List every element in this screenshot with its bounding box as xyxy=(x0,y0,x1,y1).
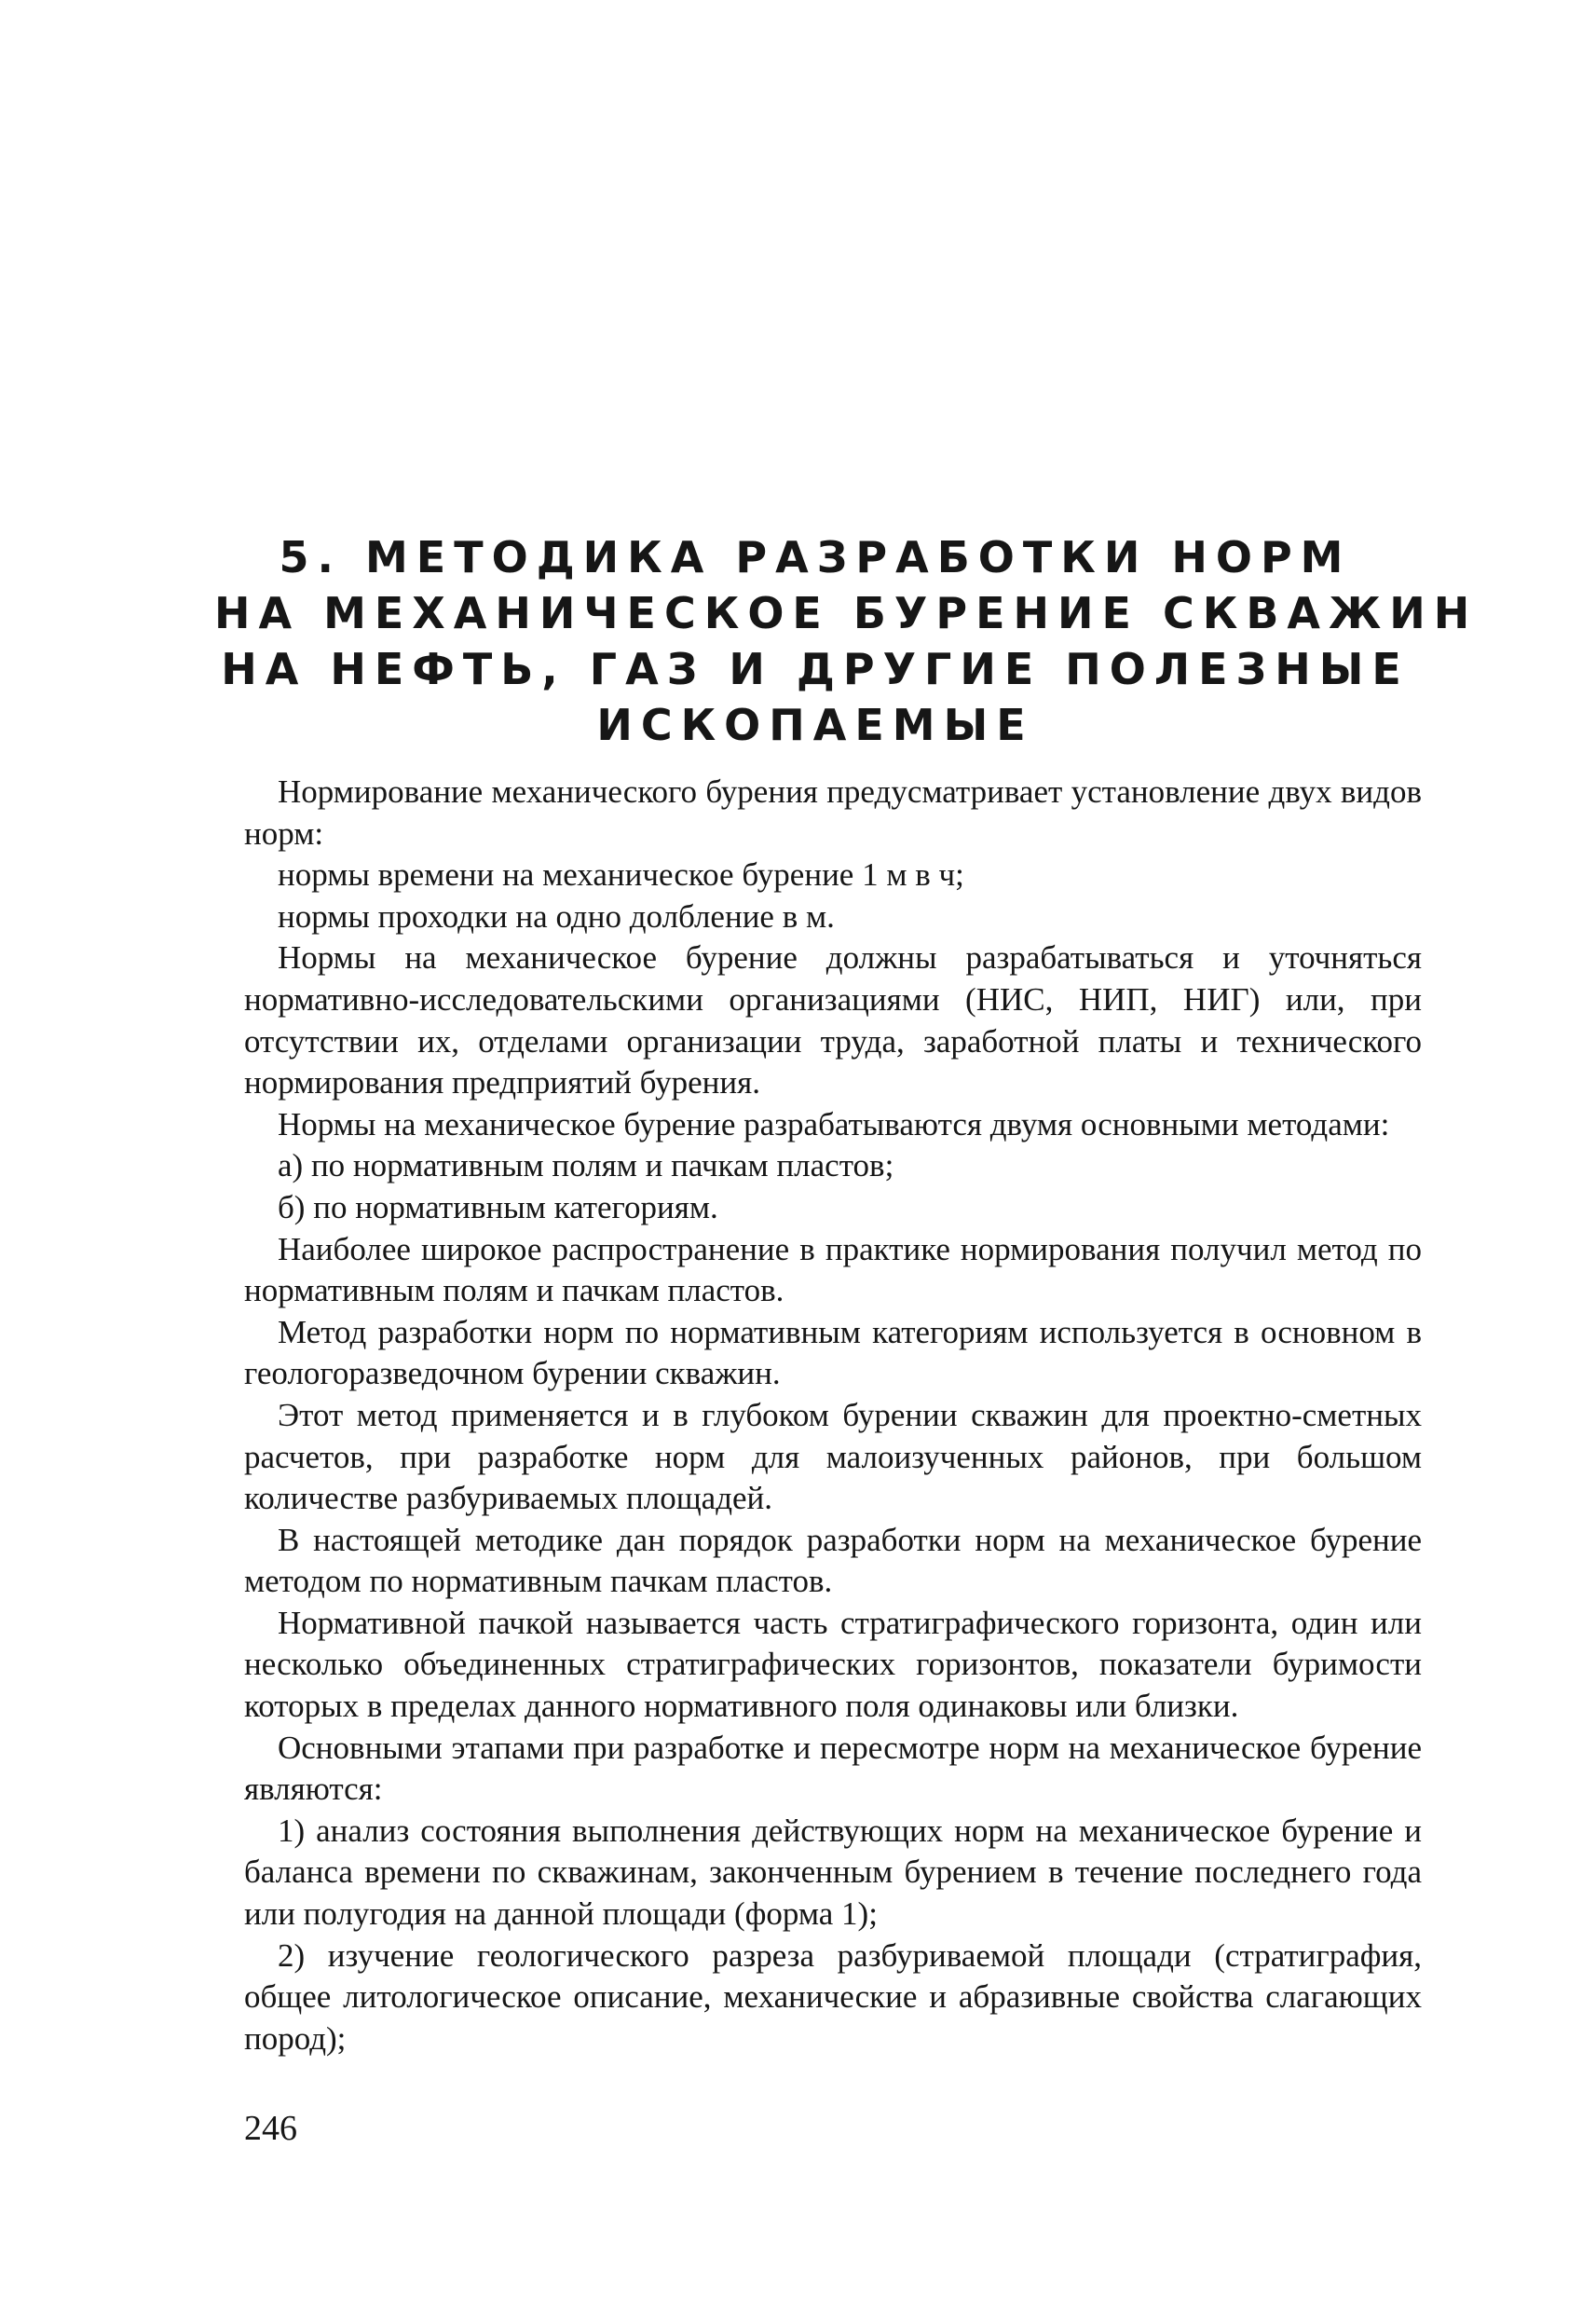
paragraph: Метод разработки норм по нормативным категориям используется в основном в геологоразведочном бурении скважин. xyxy=(244,1313,1422,1392)
paragraph: В настоящей методике дан порядок разработки норм на механическое бурение методом по нормативным пачкам пластов. xyxy=(244,1521,1422,1600)
list-item: а) по нормативным полям и пачкам пластов; xyxy=(278,1147,894,1184)
paragraph: 1) анализ состояния выполнения действующих норм на механическое бурение и баланса времени по скважинам, законченным бурением в течение последнего года или полугодия на данной площади (форма 1); xyxy=(244,1812,1422,1933)
page-number: 246 xyxy=(244,2109,297,2148)
paragraph: Этот метод применяется и в глубоком бурении скважин для проектно-сметных расчетов, при разработке норм для малоизученных районов, при большом количестве разбуриваемых площадей. xyxy=(244,1396,1422,1517)
list-item: нормы времени на механическое бурение 1 м в ч; xyxy=(278,856,964,894)
paragraph: Нормативной пачкой называется часть стратиграфического горизонта, один или несколько объединенных стратиграфических горизонтов, показатели буримости которых в пределах данного нормативного поля одинаковы или близки. xyxy=(244,1604,1422,1725)
paragraph: Наиболее широкое распространение в практике нормирования получил метод по нормативным полям и пачкам пластов. xyxy=(244,1230,1422,1309)
body-text xyxy=(244,772,1422,2059)
heading-line: НА МЕХАНИЧЕСКОЕ БУРЕНИЕ СКВАЖИН xyxy=(214,588,1479,638)
list-item: нормы проходки на одно долбление в м. xyxy=(278,897,835,935)
heading-line: НА НЕФТЬ, ГАЗ И ДРУГИЕ ПОЛЕЗНЫЕ xyxy=(221,644,1410,694)
heading-line: 5. МЕТОДИКА РАЗРАБОТКИ НОРМ xyxy=(279,532,1352,582)
section-heading xyxy=(214,529,1479,753)
heading-line: ИСКОПАЕМЫЕ xyxy=(596,700,1034,750)
paragraph: 2) изучение геологического разреза разбуриваемой площади (стратиграфия, общее литологическое описание, механические и абразивные свойства слагающих пород); xyxy=(244,1936,1422,2057)
paragraph: Нормы на механическое бурение должны разрабатываться и уточняться нормативно-исследовательскими организациями (НИС, НИП, НИГ) или, при отсутствии их, отделами организации труда, заработной платы и технического нормирования предприятий бурения. xyxy=(244,939,1422,1101)
list-item: б) по нормативным категориям. xyxy=(278,1188,718,1225)
paragraph: Нормы на механическое бурение разрабатываются двумя основными методами: xyxy=(278,1105,1390,1142)
paragraph: Основными этапами при разработке и пересмотре норм на механическое бурение являются: xyxy=(244,1729,1422,1808)
paragraph: Нормирование механического бурения предусматривает установление двух видов норм: xyxy=(244,773,1422,852)
